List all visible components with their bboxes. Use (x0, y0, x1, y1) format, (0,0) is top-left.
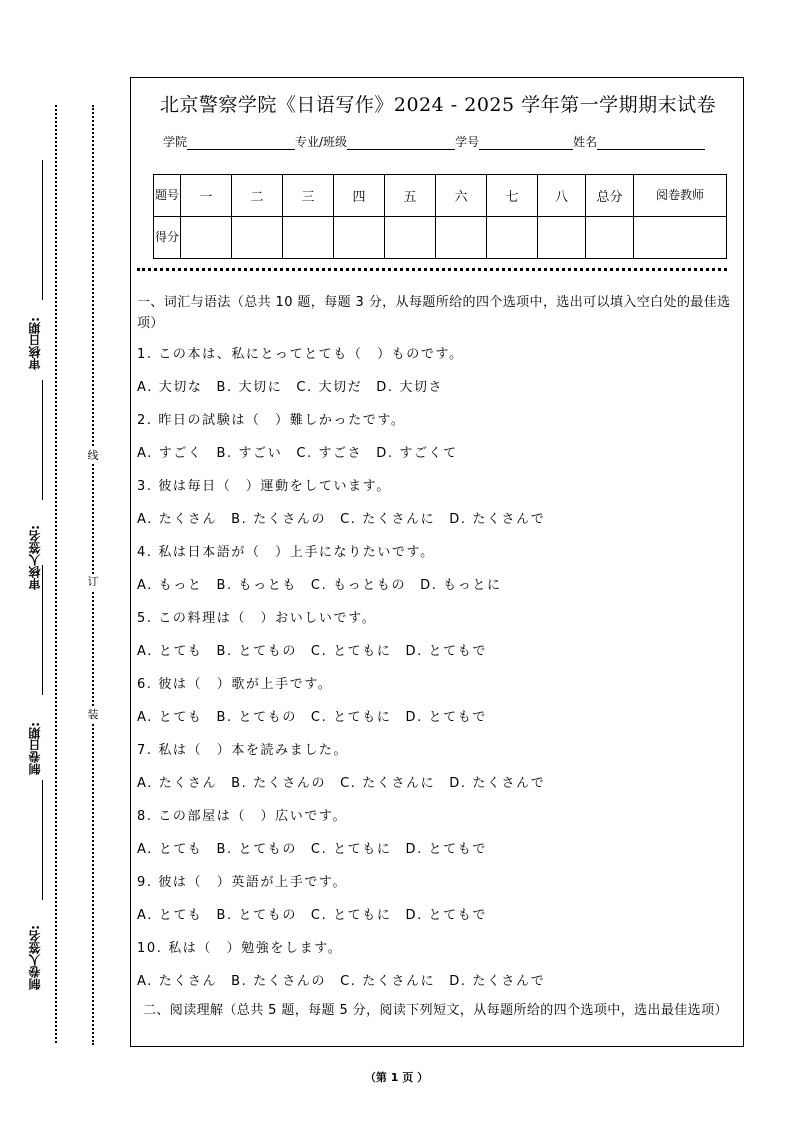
option-a[interactable]: A. とても (137, 908, 203, 923)
review-date-label: 审核日期: (28, 317, 42, 370)
cut-mark-pack: 装 (85, 707, 101, 723)
score-table-col: 五 (385, 175, 436, 217)
score-cell[interactable] (334, 217, 385, 259)
question-options (137, 377, 739, 410)
reviewer-signature-field (26, 380, 56, 590)
review-date-field (26, 160, 56, 370)
score-table-col-total: 总分 (586, 175, 634, 217)
option-d[interactable]: D. とてもで (405, 842, 487, 857)
option-a[interactable]: A. とても (137, 644, 203, 659)
score-table-col: 六 (436, 175, 487, 217)
question-options (137, 509, 739, 542)
compiler-signature-underline (42, 780, 43, 900)
option-b[interactable]: B. とてもの (216, 710, 297, 725)
question-options (137, 905, 739, 938)
question-options (137, 641, 739, 674)
question-options (137, 443, 739, 476)
option-c[interactable]: C. たくさんに (340, 512, 436, 527)
score-table-col: 一 (181, 175, 232, 217)
option-a[interactable]: A. とても (137, 842, 203, 857)
exam-frame (130, 77, 744, 1047)
option-d[interactable]: D. たくさんで (449, 512, 546, 527)
exam-title: 北京警察学院《日语写作》2024 - 2025 学年第一学期期末试卷 (159, 94, 717, 116)
option-d[interactable]: D. たくさんで (449, 974, 546, 989)
option-b[interactable]: B. もっとも (216, 578, 297, 593)
section-1-heading: 一、词汇与语法（总共 10 题，每题 3 分，从每题所给的四个选项中，选出可以填入空白处的最佳选项） (137, 295, 731, 331)
score-cell[interactable] (538, 217, 586, 259)
question-options (137, 839, 739, 872)
option-c[interactable]: C. もっともの (310, 578, 407, 593)
cut-mark-bind: 订 (85, 574, 101, 590)
question-options (137, 707, 739, 740)
major-label: 专业/班级 (295, 135, 348, 149)
cut-mark-line: 线 (85, 448, 101, 464)
score-table-col-grader: 阅卷教师 (634, 175, 727, 217)
compile-date-field (26, 565, 56, 775)
question-stem: 4. 私は日本語が（ ）上手になりたいです。 (137, 545, 435, 560)
option-d[interactable]: D. とてもで (405, 710, 487, 725)
score-table-row-label: 得分 (154, 217, 181, 259)
option-a[interactable]: A. もっと (137, 578, 203, 593)
major-blank[interactable] (347, 135, 455, 150)
option-b[interactable]: B. すごい (216, 446, 283, 461)
score-table-col: 七 (487, 175, 538, 217)
option-a[interactable]: A. たくさん (137, 974, 218, 989)
compile-date-underline (42, 565, 43, 695)
option-c[interactable]: C. とてもに (310, 908, 392, 923)
option-a[interactable]: A. たくさん (137, 512, 218, 527)
option-a[interactable]: A. すごく (137, 446, 203, 461)
score-table-col: 二 (232, 175, 283, 217)
score-table-col: 三 (283, 175, 334, 217)
option-b[interactable]: B. たくさんの (231, 974, 327, 989)
option-b[interactable]: B. とてもの (216, 842, 297, 857)
score-table-row-label: 题号 (154, 175, 181, 217)
question-stem: 3. 彼は毎日（ ）運動をしています。 (137, 479, 391, 494)
option-c[interactable]: C. とてもに (310, 710, 392, 725)
question-options (137, 773, 739, 806)
student-id-label: 学号 (455, 135, 480, 149)
score-cell[interactable] (181, 217, 232, 259)
option-d[interactable]: D. 大切さ (376, 380, 444, 395)
option-a[interactable]: A. たくさん (137, 776, 218, 791)
exam-body (137, 292, 739, 1021)
reviewer-signature-underline (42, 380, 43, 500)
question-stem: 9. 彼は（ ）英語が上手です。 (137, 875, 348, 890)
question-options (137, 575, 739, 608)
option-c[interactable]: C. とてもに (310, 842, 392, 857)
option-c[interactable]: C. たくさんに (340, 974, 436, 989)
compiler-signature-label: 制卷人签名: (28, 925, 42, 990)
section-2-heading: 二、阅读理解（总共 5 题，每题 5 分，阅读下列短文，从每题所给的四个选项中，选出最佳选项） (143, 1003, 728, 1018)
page-number: （第 1 页 ） (364, 1071, 429, 1084)
score-table-header-row (154, 175, 727, 217)
option-b[interactable]: B. とてもの (216, 644, 297, 659)
question-stem: 1. この本は、私にとってとても（ ）ものです。 (137, 347, 464, 362)
score-table (153, 174, 727, 259)
score-cell[interactable] (487, 217, 538, 259)
college-label: 学院 (163, 135, 188, 149)
score-cell[interactable] (283, 217, 334, 259)
score-cell[interactable] (385, 217, 436, 259)
question-stem: 5. この料理は（ ）おいしいです。 (137, 611, 377, 626)
option-d[interactable]: D. とてもで (405, 908, 487, 923)
student-id-blank[interactable] (479, 135, 573, 150)
student-info-row (163, 133, 705, 150)
score-table-score-row (154, 217, 727, 259)
score-table-col: 四 (334, 175, 385, 217)
option-a[interactable]: A. とても (137, 710, 203, 725)
option-b[interactable]: B. とてもの (216, 908, 297, 923)
name-label: 姓名 (573, 135, 598, 149)
score-cell[interactable] (436, 217, 487, 259)
option-b[interactable]: B. 大切に (216, 380, 283, 395)
option-d[interactable]: D. とてもで (405, 644, 487, 659)
college-blank[interactable] (187, 135, 295, 150)
compiler-signature-field (26, 780, 56, 990)
question-stem: 7. 私は（ ）本を読みました。 (137, 743, 349, 758)
option-b[interactable]: B. たくさんの (231, 776, 327, 791)
score-cell-total[interactable] (586, 217, 634, 259)
question-stem: 6. 彼は（ ）歌が上手です。 (137, 677, 333, 692)
name-blank[interactable] (597, 135, 705, 150)
question-stem: 8. この部屋は（ ）広いです。 (137, 809, 348, 824)
option-d[interactable]: D. たくさんで (449, 776, 546, 791)
score-table-col: 八 (538, 175, 586, 217)
question-stem: 2. 昨日の試験は（ ）難しかったです。 (137, 413, 406, 428)
score-cell-grader[interactable] (634, 217, 727, 259)
option-c[interactable]: C. すごさ (296, 446, 363, 461)
option-d[interactable]: D. すごくて (376, 446, 458, 461)
option-c[interactable]: C. とてもに (310, 644, 392, 659)
option-c[interactable]: C. 大切だ (296, 380, 363, 395)
dotted-separator (137, 268, 727, 271)
score-cell[interactable] (232, 217, 283, 259)
option-a[interactable]: A. 大切な (137, 380, 203, 395)
question-list (137, 344, 739, 1004)
compile-date-label: 制卷日期: (28, 722, 42, 775)
option-d[interactable]: D. もっとに (420, 578, 502, 593)
option-c[interactable]: C. たくさんに (340, 776, 436, 791)
reviewer-signature-label: 审核人签名: (28, 525, 42, 590)
question-stem: 10. 私は（ ）勉強をします。 (137, 941, 343, 956)
option-b[interactable]: B. たくさんの (231, 512, 327, 527)
review-date-underline (42, 160, 43, 300)
